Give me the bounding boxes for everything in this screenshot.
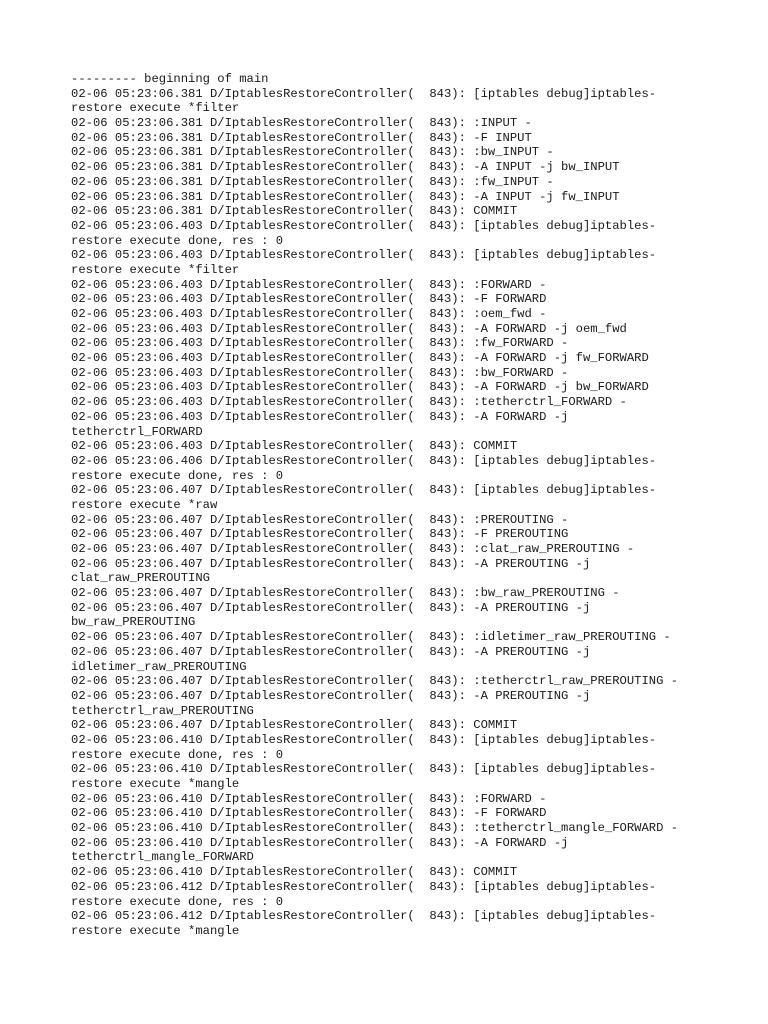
log-line: 02-06 05:23:06.403 D/IptablesRestoreController( 843): -F FORWARD — [71, 292, 547, 307]
log-line: 02-06 05:23:06.410 D/IptablesRestoreController( 843): :FORWARD - — [71, 791, 547, 806]
log-line: 02-06 05:23:06.403 D/IptablesRestoreController( 843): -A FORWARD -j bw_FORWARD — [71, 380, 649, 395]
log-line: 02-06 05:23:06.403 D/IptablesRestoreController( 843): [iptables debug]iptables- — [71, 248, 657, 263]
log-line: 02-06 05:23:06.403 D/IptablesRestoreController( 843): [iptables debug]iptables- — [71, 218, 657, 233]
log-line: 02-06 05:23:06.381 D/IptablesRestoreController( 843): -A INPUT -j fw_INPUT — [71, 189, 620, 204]
log-section-header: --------- beginning of main — [71, 72, 269, 86]
log-line: 02-06 05:23:06.403 D/IptablesRestoreController( 843): -A FORWARD -j oem_fwd — [71, 321, 627, 336]
log-line: 02-06 05:23:06.403 D/IptablesRestoreController( 843): :bw_FORWARD - — [71, 365, 569, 380]
log-line: 02-06 05:23:06.410 D/IptablesRestoreController( 843): :tetherctrl_mangle_FORWARD - — [71, 821, 679, 836]
log-line: 02-06 05:23:06.381 D/IptablesRestoreController( 843): -F INPUT — [71, 130, 532, 145]
log-line: tetherctrl_raw_PREROUTING — [71, 703, 254, 718]
log-line: 02-06 05:23:06.403 D/IptablesRestoreController( 843): :tetherctrl_FORWARD - — [71, 395, 627, 410]
log-line: 02-06 05:23:06.406 D/IptablesRestoreController( 843): [iptables debug]iptables- — [71, 453, 657, 468]
log-line: 02-06 05:23:06.407 D/IptablesRestoreController( 843): COMMIT — [71, 718, 518, 733]
log-line: restore execute *filter — [71, 262, 240, 277]
log-line: restore execute *mangle — [71, 777, 240, 791]
log-line: 02-06 05:23:06.381 D/IptablesRestoreController( 843): [iptables debug]iptables- — [71, 86, 657, 101]
log-line: 02-06 05:23:06.407 D/IptablesRestoreController( 843): :tetherctrl_raw_PREROUTING - — [71, 674, 679, 689]
log-line: 02-06 05:23:06.407 D/IptablesRestoreController( 843): :idletimer_raw_PREROUTING - — [71, 630, 671, 645]
log-line: 02-06 05:23:06.407 D/IptablesRestoreController( 843): -A PREROUTING -j — [71, 644, 591, 659]
log-line: 02-06 05:23:06.410 D/IptablesRestoreController( 843): -A FORWARD -j — [71, 835, 569, 850]
log-line: 02-06 05:23:06.410 D/IptablesRestoreController( 843): COMMIT — [71, 865, 518, 880]
log-line: restore execute *raw — [71, 497, 218, 512]
log-line: 02-06 05:23:06.403 D/IptablesRestoreController( 843): COMMIT — [71, 439, 518, 454]
log-line: 02-06 05:23:06.407 D/IptablesRestoreController( 843): -F PREROUTING — [71, 527, 569, 542]
log-line: 02-06 05:23:06.412 D/IptablesRestoreController( 843): [iptables debug]iptables- — [71, 879, 657, 894]
log-line: 02-06 05:23:06.407 D/IptablesRestoreController( 843): :bw_raw_PREROUTING - — [71, 586, 620, 601]
log-line: clat_raw_PREROUTING — [71, 571, 210, 586]
log-line: restore execute done, res : 0 — [71, 747, 284, 762]
log-line: 02-06 05:23:06.403 D/IptablesRestoreController( 843): :fw_FORWARD - — [71, 336, 569, 351]
log-line: restore execute done, res : 0 — [71, 233, 284, 248]
log-line: restore execute done, res : 0 — [71, 894, 284, 909]
log-line: idletimer_raw_PREROUTING — [71, 659, 247, 674]
log-line: tetherctrl_mangle_FORWARD — [71, 850, 254, 865]
log-line: 02-06 05:23:06.407 D/IptablesRestoreController( 843): :PREROUTING - — [71, 512, 569, 527]
log-line: restore execute *mangle — [71, 923, 240, 938]
log-line: 02-06 05:23:06.381 D/IptablesRestoreController( 843): COMMIT — [71, 204, 518, 219]
log-line: 02-06 05:23:06.407 D/IptablesRestoreController( 843): -A PREROUTING -j — [71, 600, 591, 615]
log-line: restore execute done, res : 0 — [71, 468, 284, 483]
log-line: 02-06 05:23:06.407 D/IptablesRestoreController( 843): :clat_raw_PREROUTING - — [71, 542, 635, 556]
log-line: 02-06 05:23:06.410 D/IptablesRestoreController( 843): -F FORWARD — [71, 806, 547, 821]
log-line: 02-06 05:23:06.381 D/IptablesRestoreController( 843): -A INPUT -j bw_INPUT — [71, 160, 620, 175]
log-line: 02-06 05:23:06.410 D/IptablesRestoreController( 843): [iptables debug]iptables- — [71, 732, 657, 747]
log-line: 02-06 05:23:06.412 D/IptablesRestoreController( 843): [iptables debug]iptables- — [71, 909, 657, 924]
log-line: 02-06 05:23:06.407 D/IptablesRestoreController( 843): -A PREROUTING -j — [71, 556, 591, 571]
log-line: 02-06 05:23:06.407 D/IptablesRestoreController( 843): -A PREROUTING -j — [71, 688, 591, 703]
log-line: 02-06 05:23:06.403 D/IptablesRestoreController( 843): :oem_fwd - — [71, 307, 547, 321]
log-line: 02-06 05:23:06.407 D/IptablesRestoreController( 843): [iptables debug]iptables- — [71, 483, 657, 498]
log-line: restore execute *filter — [71, 101, 240, 116]
log-line: 02-06 05:23:06.381 D/IptablesRestoreController( 843): :INPUT - — [71, 116, 532, 131]
log-line: tetherctrl_FORWARD — [71, 424, 203, 439]
log-document — [71, 72, 711, 939]
log-line: 02-06 05:23:06.381 D/IptablesRestoreController( 843): :fw_INPUT - — [71, 174, 554, 189]
log-line: 02-06 05:23:06.410 D/IptablesRestoreController( 843): [iptables debug]iptables- — [71, 762, 657, 777]
log-line: bw_raw_PREROUTING — [71, 615, 196, 630]
log-line: 02-06 05:23:06.403 D/IptablesRestoreController( 843): -A FORWARD -j — [71, 409, 569, 424]
log-line: 02-06 05:23:06.403 D/IptablesRestoreController( 843): -A FORWARD -j fw_FORWARD — [71, 351, 649, 366]
log-line: 02-06 05:23:06.403 D/IptablesRestoreController( 843): :FORWARD - — [71, 277, 547, 292]
log-line: 02-06 05:23:06.381 D/IptablesRestoreController( 843): :bw_INPUT - — [71, 145, 554, 160]
